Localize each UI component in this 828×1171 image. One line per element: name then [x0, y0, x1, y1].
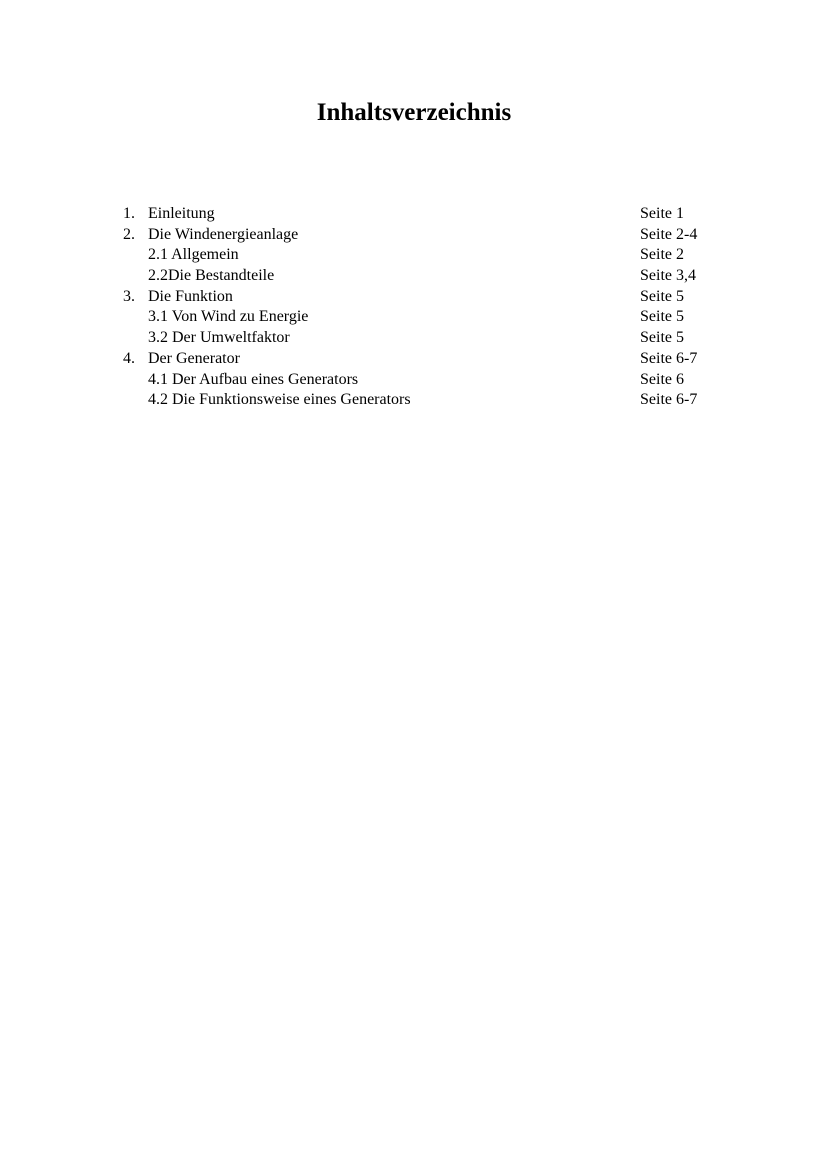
- toc-entry-number: 2.: [123, 225, 135, 243]
- toc-entry-allgemein: [0, 245, 828, 266]
- toc-entry-aufbau-generator: [0, 370, 828, 391]
- toc-entry-einleitung: [0, 204, 828, 225]
- toc-entry-label: Die Funktion: [148, 287, 233, 305]
- toc-entry-page: Seite 2: [640, 246, 684, 264]
- toc-entry-page: Seite 6: [640, 370, 684, 388]
- toc-entry-page: Seite 5: [640, 308, 684, 326]
- toc-entry-umweltfaktor: [0, 328, 828, 349]
- toc-entry-label: 4.2 Die Funktionsweise eines Generators: [148, 391, 411, 409]
- toc-entry-label: Einleitung: [148, 205, 215, 222]
- toc-entry-page: Seite 6-7: [640, 391, 698, 409]
- toc-entry-page: Seite 5: [640, 329, 684, 347]
- page-title: Inhaltsverzeichnis: [316, 99, 512, 126]
- toc-entry-label: 2.1 Allgemein: [148, 246, 239, 264]
- table-of-contents: [0, 204, 828, 411]
- toc-entry-number: 3.: [123, 287, 135, 305]
- toc-entry-page: Seite 2-4: [640, 225, 698, 243]
- toc-entry-label: Der Generator: [148, 349, 240, 367]
- toc-entry-page: Seite 6-7: [640, 349, 698, 367]
- toc-entry-label: 3.2 Der Umweltfaktor: [148, 329, 290, 347]
- toc-entry-page: Seite 1: [640, 205, 684, 222]
- toc-entry-generator: [0, 349, 828, 370]
- toc-entry-page: Seite 3,4: [640, 267, 696, 285]
- toc-entry-wind-zu-energie: [0, 307, 828, 328]
- toc-entry-label: 4.1 Der Aufbau eines Generators: [148, 370, 359, 388]
- toc-entry-windenergieanlage: [0, 225, 828, 246]
- toc-entry-funktion: [0, 287, 828, 308]
- toc-entry-number: 4.: [123, 349, 135, 367]
- toc-entry-number: 1.: [123, 205, 135, 222]
- toc-entry-page: Seite 5: [640, 287, 684, 305]
- toc-entry-funktionsweise-generator: [0, 390, 828, 411]
- toc-entry-label: Die Windenergieanlage: [148, 225, 299, 243]
- toc-entry-bestandteile: [0, 266, 828, 287]
- toc-entry-label: 3.1 Von Wind zu Energie: [148, 308, 309, 326]
- toc-entry-label: 2.2Die Bestandteile: [148, 267, 275, 285]
